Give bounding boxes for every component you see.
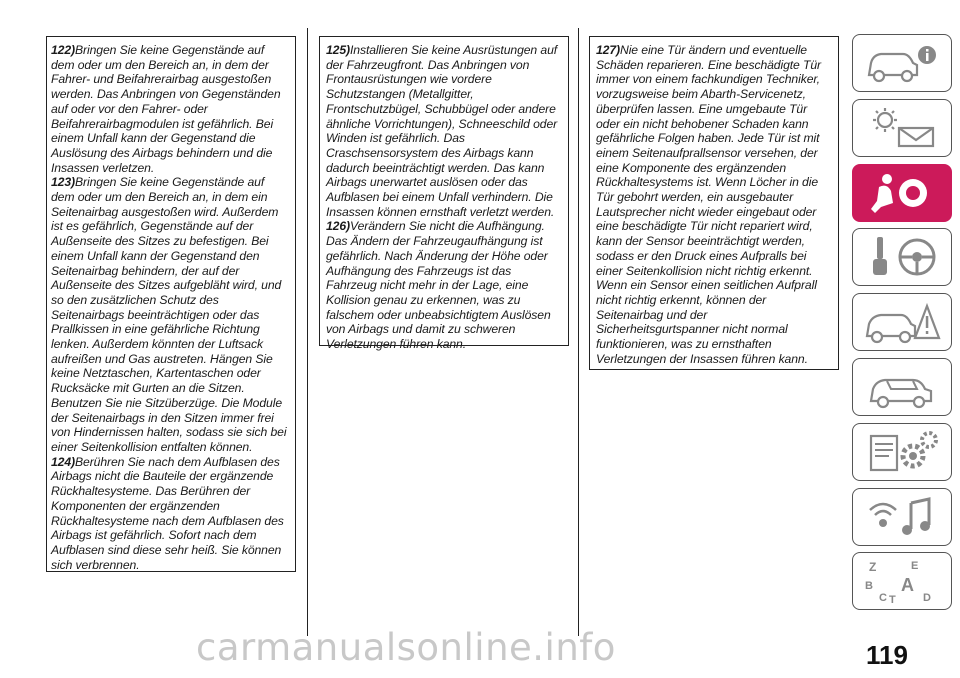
airbag-safety-icon xyxy=(861,169,943,217)
svg-text:C: C xyxy=(879,592,887,605)
alphabet-index-icon xyxy=(861,557,943,605)
warning-box-middle xyxy=(319,36,569,352)
warning-number: 126) xyxy=(326,219,350,234)
svg-text:T: T xyxy=(889,594,896,606)
warning-paragraph xyxy=(596,43,833,366)
warning-paragraph xyxy=(51,455,290,573)
tab-car-service[interactable] xyxy=(852,358,952,416)
page-number: 119 xyxy=(866,640,908,670)
svg-text:B: B xyxy=(865,580,873,593)
chapter-sidebar xyxy=(852,34,952,617)
tab-airbag-safety[interactable] xyxy=(852,164,952,222)
svg-text:E: E xyxy=(911,560,919,573)
warning-box-left xyxy=(46,36,296,572)
tab-car-warning[interactable] xyxy=(852,293,952,351)
warning-paragraph xyxy=(326,219,563,351)
column-divider xyxy=(307,28,308,636)
warning-text: Verändern Sie nicht die Aufhängung. Das Ändern der Fahrzeugaufhängung ist gefährlich. Nach Änderung der Höhe oder Aufhängung des Fahrzeugs ist das Fahrzeug nicht mehr in der Lage, eine Kollision genau zu erkennen, was zu falschem oder unbeabsichtigtem Auslösen von Airbags und damit zu schweren Verletzungen führen kann. xyxy=(326,219,551,352)
car-info-icon xyxy=(861,39,943,87)
warning-number: 122) xyxy=(51,43,75,57)
warning-paragraph xyxy=(326,43,563,219)
tab-key-steering[interactable] xyxy=(852,228,952,286)
tab-alphabet-index[interactable] xyxy=(852,552,952,610)
warning-text: Nie eine Tür ändern und eventuelle Schäden reparieren. Eine beschädigte Tür immer von einem fachkundigen Techniker, vorzugsweise beim Abarth-Servicenetz, überprüfen lassen. Eine umgebaute Tür oder ein nicht behobener Schaden kann gefährliche Folgen haben. Jede Tür ist mit einem Seitenaufprallsensor versehen, der eine Komponente des ergänzenden Rückhaltesystems ist. Wenn Löcher in die Tür gebohrt werden, ein ausgebauter Lautsprecher nicht wieder eingebaut oder eine beschädigte Tür nicht repariert wird, kann der Sensor beeinträchtigt werden, sodass er den Druck eines Aufpralls bei einer Seitenkollision nicht richtig erkennt. Wenn ein Sensor einen seitlichen Aufprall nicht richtig erkennt, können der Seitenairbag und der Sicherheitsgurtspanner nicht normal funktionieren, was zu ernsthaften Verletzungen der Insassen führen kann. xyxy=(596,43,821,366)
watermark: carmanualsonline.info xyxy=(196,626,616,669)
car-warning-triangle-icon xyxy=(861,298,943,346)
tab-radio-music[interactable] xyxy=(852,488,952,546)
tab-gears-settings[interactable] xyxy=(852,423,952,481)
car-service-icon xyxy=(861,363,943,411)
warning-number: 125) xyxy=(326,43,350,57)
tab-dashboard-lights[interactable] xyxy=(852,99,952,157)
warning-number: 123) xyxy=(51,175,75,190)
warning-text: Installieren Sie keine Ausrüstungen auf der Fahrzeugfront. Das Anbringen von Frontausrüstungen wie vordere Schutzstangen (Metallgitter, Frontschutzbügel, Schubbügel oder andere ähnliche Vorrichtungen), Schneeschild oder Winden ist gefährlich. Das Craschsensorsystem des Airbags kann dadurch beeinträchtigt werden. Das kann Airbags unerwartet auslösen oder das Aufblasen bei einem Unfall verhindern. Die Insassen können ernsthaft verletzt werden. xyxy=(326,43,558,219)
svg-text:A: A xyxy=(901,575,914,596)
warning-number: 124) xyxy=(51,454,75,469)
gears-settings-icon xyxy=(861,428,943,476)
warning-text: Bringen Sie keine Gegenstände auf dem oder um den Bereich an, in dem der Fahrer- und Beifahrerairbag ausgestoßen werden. Das Anbringen von Gegenständen auf oder vor den Fahrer- oder Beifahrerairbagmodulen ist gefährlich. Bei einem Unfall kann der Gegenstand die Auslösung des Airbags behindern und die Insassen verletzen. xyxy=(51,43,281,175)
key-steering-wheel-icon xyxy=(861,233,943,281)
column-divider xyxy=(578,28,579,636)
warning-box-right xyxy=(589,36,839,370)
warning-text: Bringen Sie keine Gegenstände auf dem oder um den Bereich an, in dem ein Seitenairbag ausgestoßen wird. Außerdem ist es gefährlich, Gegenstände auf der Außenseite des Sitzes zu befestigen. Bei einem Unfall kann der Gegenstand den Seitenairbag behindern, der auf der Außenseite des Sitzes aufgebläht wird, und so den zusätzlichen Schutz des Seitenairbags beeinträchtigen oder das Prallkissen in eine gefährliche Richtung lenken. Außerdem könnten der Luftsack aufreißen und Gas austreten. Hängen Sie keine Netztaschen, Kartentaschen oder Rucksäcke mit Gurten an die Sitzen. Benutzen Sie nie Sitzüberzüge. Die Module der Seitenairbags in den Sitzen immer frei von Hindernissen halten, sodass sie sich bei einer Seitenkollision entfalten können. xyxy=(51,175,287,454)
warning-paragraph xyxy=(51,175,290,454)
dashboard-lights-icon xyxy=(861,104,943,152)
svg-text:D: D xyxy=(923,592,931,605)
warning-number: 127) xyxy=(596,43,620,57)
warning-text: Berühren Sie nach dem Aufblasen des Airbags nicht die Bauteile der ergänzende Rückhaltesysteme. Das Berühren der Komponenten der ergänzenden Rückhaltesysteme nach dem Aufblasen des Airbags ist gefährlich. Sofort nach dem Aufblasen sind diese sehr heiß. Sie können sich verbrennen. xyxy=(51,454,284,572)
warning-paragraph xyxy=(51,43,290,175)
tab-car-info[interactable] xyxy=(852,34,952,92)
radio-music-icon xyxy=(861,493,943,541)
svg-text:Z: Z xyxy=(869,560,877,575)
